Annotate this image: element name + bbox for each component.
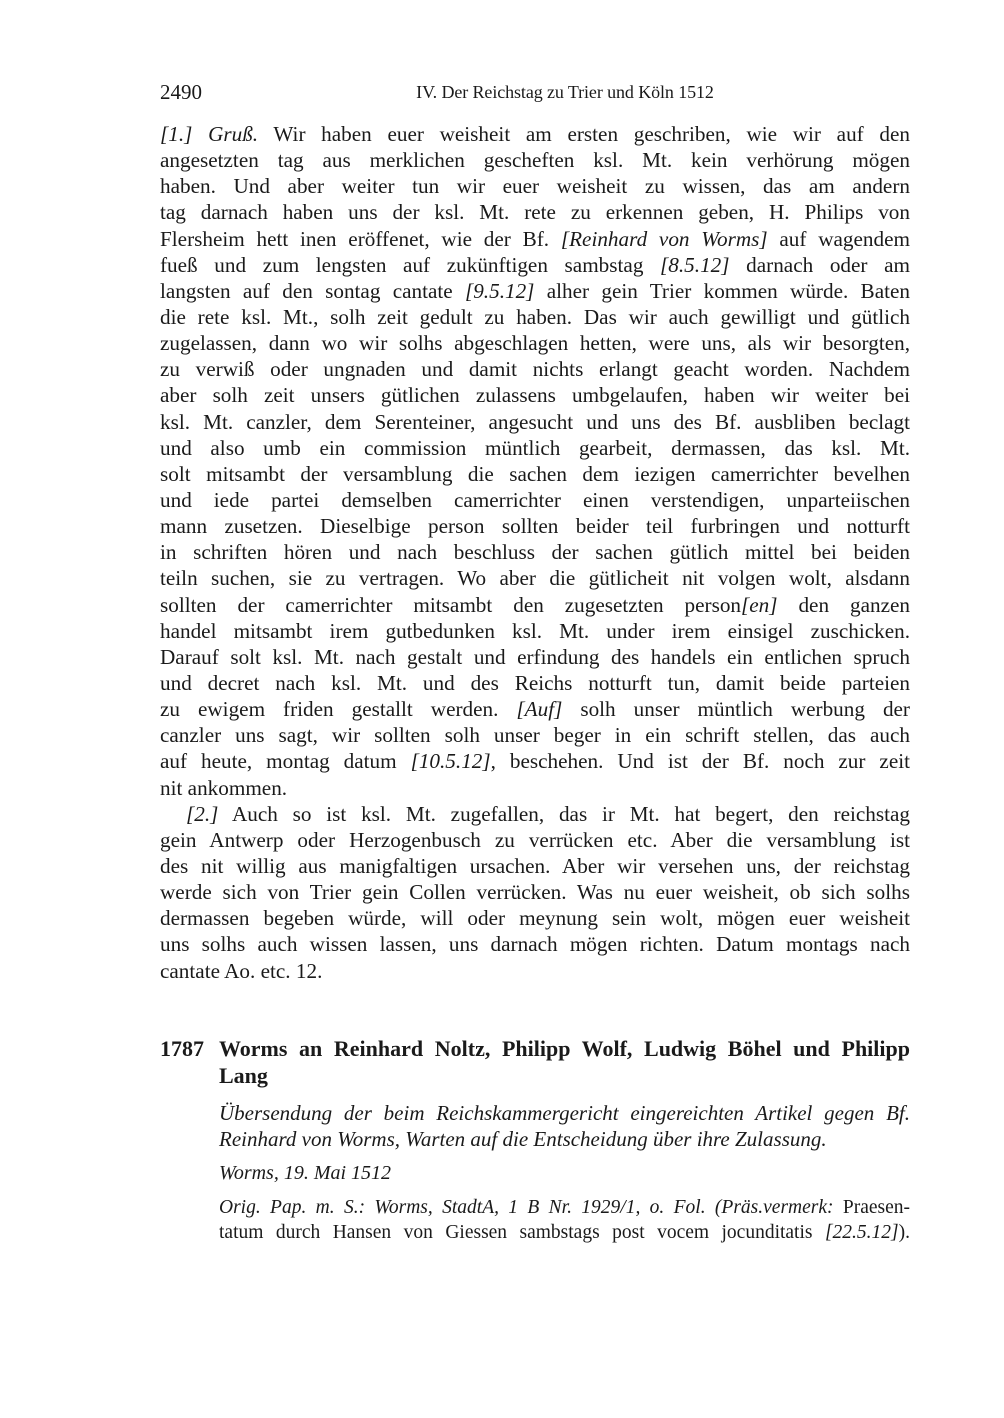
text-line: Darauf solt ksl. Mt. nach gestalt und erfindung des handels ein entlichen spruch (160, 644, 910, 669)
section-label: [2.] (186, 801, 219, 826)
text-line: gein Antwerp oder Herzogenbusch zu verrücken etc. Aber die versamblung ist (160, 827, 910, 852)
text-line: die rete ksl. Mt., solh zeit gedult zu haben. Das wir auch gewilligt und gütlich (160, 304, 910, 329)
entry-source (219, 1195, 910, 1245)
text-line: handel mitsambt irem gutbedunken ksl. Mt. under irem einsigel zuschicken. (160, 618, 910, 643)
editorial-date: [9.5.12] (464, 278, 535, 303)
document-entry (160, 1035, 910, 1245)
title-line: Lang (219, 1063, 268, 1088)
entry-title (219, 1035, 910, 1089)
title-line: Worms an Reinhard Noltz, Philipp Wolf, Ludwig Böhel und Philipp (219, 1036, 910, 1061)
text-line: zu verwiß oder ungnaden und damit nichts erlangt geacht worden. Nachdem (160, 357, 910, 382)
editorial-date: [8.5.12] (660, 252, 730, 277)
text-line: zugelassen, dann wo wir solhs abgeschlagen hetten, were uns, als wir besorgten, (160, 331, 910, 356)
paragraph-2 (160, 801, 910, 984)
text-line: haben. Und aber weiter tun wir euer weisheit zu wissen, das am andern (160, 174, 910, 199)
entry-summary (219, 1100, 910, 1152)
text-line: aber solh zeit unsers gütlichen zulassens umbgelaufen, haben wir weiter bei (160, 383, 910, 408)
text-line: fueß und zum lengsten auf zukünftigen sambstag [8.5.12] darnach oder am (160, 252, 910, 277)
text-line: und also umb ein commission müntlich gearbeit, dermassen, das ksl. Mt. (160, 435, 910, 460)
text-line: in schriften hören und nach beschluss der sachen gütlich mittel bei beiden (160, 540, 910, 565)
editorial-note: [en] (741, 592, 778, 617)
text-line: teiln suchen, sie zu vertragen. Wo aber die gütlicheit nit volgen wolt, alsdann (160, 566, 910, 591)
editorial-note: [Auf] (516, 697, 563, 722)
entry-number: 1787 (160, 1036, 204, 1061)
text-line: ksl. Mt. canzler, dem Serenteiner, angesucht und uns des Bf. ausbliben beclagt (160, 409, 910, 434)
entry-date: Worms, 19. Mai 1512 (219, 1162, 392, 1184)
text-line: cantate Ao. etc. 12. (160, 958, 323, 983)
text-line: tag darnach haben uns der ksl. Mt. rete zu erkennen geben, H. Philips von (160, 200, 910, 225)
section-label: [1.] Gruß. (160, 122, 259, 146)
source-line: Orig. Pap. m. S.: Worms, StadtA, 1 B Nr. 1929/1, o. Fol. (Präs.vermerk: Praesen- (219, 1197, 910, 1218)
text-line: [1.] Gruß. Wir haben euer weisheit am ersten geschriben, wie wir auf den (160, 122, 911, 146)
running-head: IV. Der Reichstag zu Trier und Köln 1512 (416, 82, 714, 102)
text-line: sollten der camerrichter mitsambt den zugesetzten person[en] den ganzen (160, 592, 910, 617)
document-body (160, 121, 910, 984)
text-line: und decret nach ksl. Mt. und des Reichs notturft tun, damit beide parteien (160, 670, 910, 695)
text-line: nit ankommen. (160, 775, 288, 800)
editorial-note: [Reinhard von Worms] (560, 226, 768, 251)
page-header (160, 80, 910, 106)
summary-line: Übersendung der beim Reichskammergericht eingereichten Artikel gegen Bf. (219, 1101, 910, 1125)
text-line: angesetzten tag aus merklichen gescheften ksl. Mt. kein verhörung mögen (160, 148, 910, 173)
text-line: solt mitsambt der versamblung die sachen dem iezigen camerrichter bevelhen (160, 461, 910, 486)
page-number: 2490 (160, 80, 202, 104)
text-line: Flersheim hett inen eröffenet, wie der Bf. [Reinhard von Worms] auf wagendem (160, 226, 910, 251)
editorial-date: [10.5.12] (410, 749, 491, 774)
text-line: auf heute, montag datum [10.5.12], beschehen. Und ist der Bf. noch zur zeit (160, 749, 910, 774)
text-line: des nit willig aus manigfaltigen ursachen. Aber wir versehen uns, der reichstag (160, 853, 910, 878)
text-line: dermassen begeben würde, will oder meynung sein wolt, mögen euer weisheit (160, 906, 910, 931)
text-line: [2.] Auch so ist ksl. Mt. zugefallen, das ir Mt. hat begert, den reichstag (186, 801, 910, 826)
text-line: langsten auf den sontag cantate [9.5.12] alher gein Trier kommen würde. Baten (160, 278, 910, 303)
paragraph-1 (160, 121, 910, 801)
text-line: und iede partei demselben camerrichter einen verstendigen, unparteiischen (160, 487, 910, 512)
editorial-date: [22.5.12] (824, 1222, 899, 1243)
text-line: uns solhs auch wissen lassen, uns darnach mögen richten. Datum montags nach (160, 932, 910, 957)
text-line: werde sich von Trier gein Collen verrücken. Was nu euer weisheit, ob sich solhs (160, 880, 910, 905)
text-line: zu ewigem friden gestallt werden. [Auf] solh unser müntlich werbung der (160, 697, 910, 722)
source-line: tatum durch Hansen von Giessen sambstags post vocem jocunditatis [22.5.12]). (219, 1222, 910, 1243)
text-line: canzler uns sagt, wir sollten solh unser beger in ein schrift stellen, das auch (160, 723, 910, 748)
summary-line: Reinhard von Worms, Warten auf die Entscheidung über ihre Zulassung. (219, 1127, 827, 1151)
text-line: mann zusetzen. Dieselbige person sollten beider teil furbringen und notturft (160, 514, 910, 539)
